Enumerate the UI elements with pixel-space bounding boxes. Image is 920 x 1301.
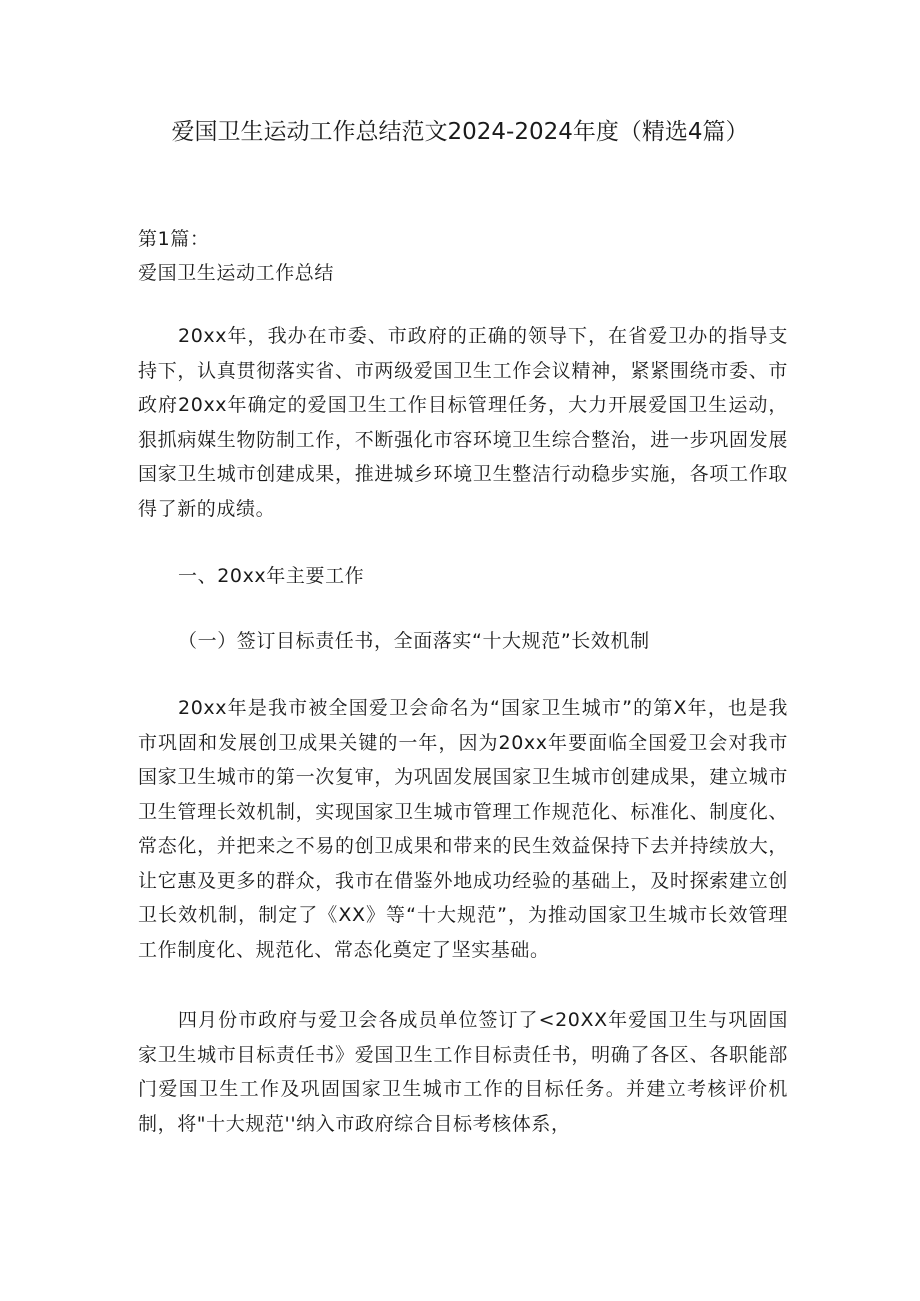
paragraph-intro: 20xx年，我办在市委、市政府的正确的领导下，在省爱卫办的指导支持下，认真贯彻落实省、市两级爱国卫生工作会议精神，紧紧围绕市委、市政府20xx年确定的爱国卫生工作目标管理任务，大力开展爱国卫生运动，狠抓病媒生物防制工作，不断强化市容环境卫生综合整治，进一步巩固发展国家卫生城市创建成果，推进城乡环境卫生整洁行动稳步实施，各项工作取得了新的成绩。	[138, 325, 788, 520]
document-title: 爱国卫生运动工作总结范文2024-2024年度（精选4篇）	[171, 119, 749, 145]
subheading-responsibility: （一）签订目标责任书，全面落实“十大规范”长效机制	[178, 630, 650, 652]
section-title: 爱国卫生运动工作总结	[138, 262, 335, 284]
paragraph-national-health-city: 20xx年是我市被全国爱卫会命名为“国家卫生城市”的第X年，也是我市巩固和发展创卫成果关键的一年，因为20xx年要面临全国爱卫会对我市国家卫生城市的第一次复审，为巩固发展国家卫生城市创建成果，建立城市卫生管理长效机制，实现国家卫生城市管理工作规范化、标准化、制度化、常态化，并把来之不易的创卫成果和带来的民生效益保持下去并持续放大，让它惠及更多的群众，我市在借鉴外地成功经验的基础上，及时探索建立创卫长效机制，制定了《XX》等“十大规范”，为推动国家卫生城市长效管理工作制度化、规范化、常态化奠定了坚实基础。	[138, 697, 788, 961]
heading-main-work: 一、20xx年主要工作	[178, 565, 365, 587]
section-label: 第1篇：	[138, 228, 210, 250]
paragraph-target-responsibility: 四月份市政府与爱卫会各成员单位签订了<20XX年爱国卫生与巩固国家卫生城市目标责任书》爱国卫生工作目标责任书，明确了各区、各职能部门爱国卫生工作及巩固国家卫生城市工作的目标任务。并建立考核评价机制，将"十大规范''纳入市政府综合目标考核体系，	[138, 1009, 788, 1135]
